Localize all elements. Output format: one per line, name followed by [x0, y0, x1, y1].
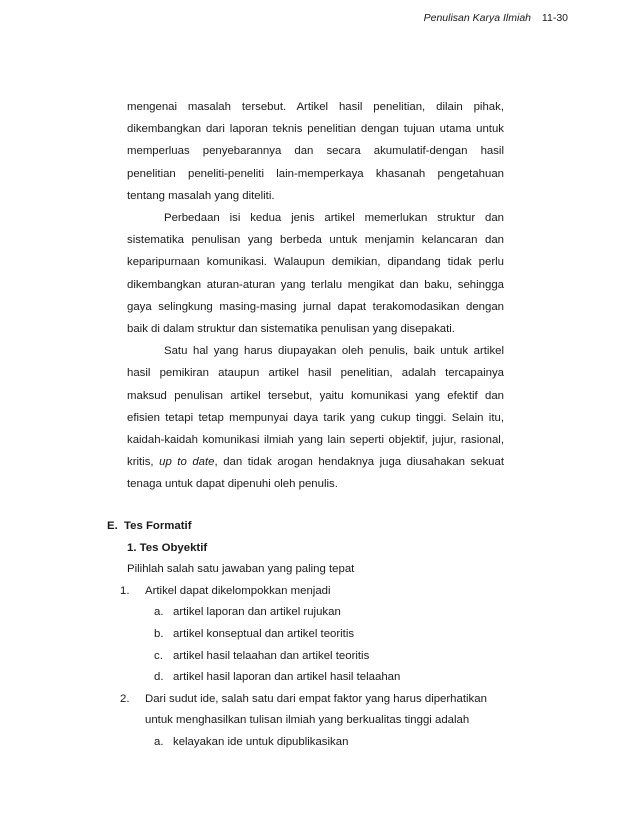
question-text: Dari sudut ide, salah satu dari empat faktor yang harus diperhatikan	[145, 692, 487, 705]
subsection-heading: 1. Tes Obyektif	[127, 541, 208, 554]
section-letter: E.	[107, 520, 118, 532]
option-letter: c.	[154, 649, 163, 662]
question-1	[107, 581, 527, 603]
paragraph-3-text-after: , dan tidak arogan hendaknya juga diusahakan sekuat tenaga untuk dapat dipenuhi oleh penulis.	[127, 456, 505, 491]
paragraph-2: Perbedaan isi kedua jenis artikel memerlukan struktur dan sistematika penulisan yang berbeda untuk menjamin kelancaran dan keparipurnaan komunikasi. Walaupun demikian, dipandang tidak perlu dikembangkan aturan-aturan yang terlalu mengikat dan baku, sehingga gaya selingkung masing-masing jurnal dapat terakomodasikan dengan baik di dalam struktur dan sistematika penulisan yang disepakati.	[127, 212, 504, 336]
question-number: 1.	[120, 584, 130, 597]
paragraph-3-text-before: Satu hal yang harus diupayakan oleh penulis, baik untuk artikel hasil pemikiran ataupun artikel hasil penelitian, adalah tercapainya maksud penulisan artikel tersebut, yaitu komunikasi yang efektif dan efisien tetapi tetap mempunyai daya tarik yang cukup tinggi. Selain itu, kaidah-kaidah komunikasi ilmiah yang lain seperti objektif, jujur, rasional, kritis,	[127, 345, 504, 469]
option-text: kelayakan ide untuk dipublikasikan	[173, 735, 349, 748]
paragraph-3-italic: up to date	[159, 456, 215, 469]
option-text: artikel konseptual dan artikel teoritis	[173, 627, 355, 640]
option-letter: b.	[154, 627, 164, 640]
page-header	[424, 12, 568, 24]
option-1d	[107, 667, 527, 689]
option-letter: a.	[154, 606, 164, 619]
header-title: Penulisan Karya Ilmiah	[423, 12, 531, 24]
formative-test-section	[107, 516, 527, 754]
option-1a	[107, 602, 527, 624]
section-heading	[107, 516, 527, 538]
question-text: Artikel dapat dikelompokkan menjadi	[145, 584, 331, 597]
option-text: artikel hasil laporan dan artikel hasil telaahan	[173, 671, 401, 684]
option-text: artikel hasil telaahan dan artikel teoritis	[173, 649, 370, 662]
page-number: 11-30	[541, 12, 568, 24]
paragraph-3	[127, 340, 504, 495]
paragraph-1: mengenai masalah tersebut. Artikel hasil penelitian, dilain pihak, dikembangkan dari laporan teknis penelitian dengan tujuan utama untuk memperluas penyebarannya dan secara akumulatif-dengan hasil penelitian peneliti-peneliti lain-memperkaya khasanah pengetahuan tentang masalah yang diteliti.	[127, 101, 504, 202]
question-2-continued: untuk menghasilkan tulisan ilmiah yang berkualitas tinggi adalah	[145, 714, 470, 727]
body-text	[127, 96, 504, 496]
option-2a	[107, 732, 527, 754]
instruction: Pilihlah salah satu jawaban yang paling tepat	[127, 563, 355, 576]
option-letter: a.	[154, 735, 164, 748]
question-number: 2.	[120, 692, 130, 705]
option-1b	[107, 624, 527, 646]
question-2	[107, 689, 527, 711]
option-letter: d.	[154, 671, 164, 684]
option-text: artikel laporan dan artikel rujukan	[173, 606, 341, 619]
option-1c	[107, 646, 527, 668]
section-title: Tes Formatif	[124, 520, 192, 532]
